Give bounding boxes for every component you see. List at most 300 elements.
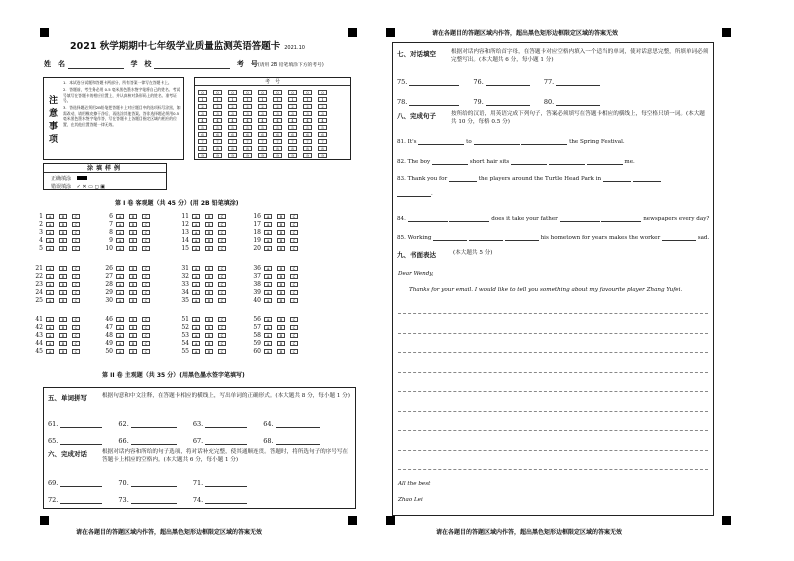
answer-blank[interactable]	[432, 160, 468, 165]
answer-bubble-b[interactable]: B	[129, 349, 137, 354]
exam-id-digit-bubble[interactable]: 2	[273, 104, 282, 109]
essay-line[interactable]	[398, 391, 708, 392]
answer-bubble-a[interactable]: A	[46, 333, 54, 338]
answer-blank[interactable]	[449, 217, 489, 222]
answer-bubble-a[interactable]: A	[116, 222, 124, 227]
answer-bubble-b[interactable]: B	[129, 325, 137, 330]
answer-bubble-c[interactable]: C	[142, 238, 150, 243]
essay-line[interactable]	[398, 430, 708, 431]
answer-bubble-a[interactable]: A	[192, 214, 200, 219]
answer-bubble-b[interactable]: B	[59, 222, 67, 227]
answer-bubble-b[interactable]: B	[205, 298, 213, 303]
answer-blank[interactable]	[60, 422, 102, 428]
exam-id-digit-bubble[interactable]: 1	[303, 97, 312, 102]
answer-blank[interactable]	[131, 498, 177, 504]
exam-id-digit-bubble[interactable]: 4	[213, 118, 222, 123]
answer-bubble-b[interactable]: B	[59, 246, 67, 251]
answer-bubble-b[interactable]: B	[129, 246, 137, 251]
answer-bubble-a[interactable]: A	[264, 349, 272, 354]
answer-bubble-b[interactable]: B	[277, 222, 285, 227]
answer-bubble-b[interactable]: B	[59, 298, 67, 303]
answer-bubble-c[interactable]: C	[72, 282, 80, 287]
answer-bubble-a[interactable]: A	[46, 214, 54, 219]
answer-bubble-a[interactable]: A	[116, 274, 124, 279]
answer-bubble-c[interactable]: C	[142, 230, 150, 235]
exam-id-digit-bubble[interactable]: 2	[213, 104, 222, 109]
answer-bubble-c[interactable]: C	[290, 333, 298, 338]
exam-id-digit-bubble[interactable]: 7	[273, 139, 282, 144]
exam-id-digit-bubble[interactable]: 4	[243, 118, 252, 123]
answer-bubble-c[interactable]: C	[142, 274, 150, 279]
exam-id-digit-bubble[interactable]: 5	[213, 125, 222, 130]
essay-line[interactable]	[398, 313, 708, 314]
answer-bubble-a[interactable]: A	[192, 282, 200, 287]
answer-bubble-a[interactable]: A	[116, 317, 124, 322]
answer-bubble-b[interactable]: B	[129, 222, 137, 227]
exam-id-digit-bubble[interactable]: 8	[258, 146, 267, 151]
answer-bubble-c[interactable]: C	[142, 298, 150, 303]
answer-bubble-c[interactable]: C	[142, 290, 150, 295]
answer-bubble-b[interactable]: B	[205, 230, 213, 235]
answer-bubble-b[interactable]: B	[277, 290, 285, 295]
answer-bubble-c[interactable]: C	[290, 298, 298, 303]
exam-id-digit-bubble[interactable]: 3	[273, 111, 282, 116]
exam-id-digit-bubble[interactable]: 7	[228, 139, 237, 144]
answer-bubble-a[interactable]: A	[264, 274, 272, 279]
answer-bubble-a[interactable]: A	[264, 214, 272, 219]
answer-bubble-b[interactable]: B	[129, 341, 137, 346]
answer-bubble-a[interactable]: A	[116, 214, 124, 219]
answer-bubble-b[interactable]: B	[129, 230, 137, 235]
exam-id-digit-bubble[interactable]: 2	[243, 104, 252, 109]
answer-bubble-c[interactable]: C	[218, 238, 226, 243]
answer-bubble-c[interactable]: C	[218, 266, 226, 271]
answer-bubble-b[interactable]: B	[59, 333, 67, 338]
answer-bubble-a[interactable]: A	[46, 222, 54, 227]
answer-bubble-a[interactable]: A	[116, 341, 124, 346]
answer-bubble-c[interactable]: C	[218, 349, 226, 354]
exam-id-digit-bubble[interactable]: 7	[198, 139, 207, 144]
answer-bubble-a[interactable]: A	[192, 238, 200, 243]
answer-bubble-a[interactable]: A	[264, 238, 272, 243]
answer-bubble-c[interactable]: C	[290, 238, 298, 243]
answer-bubble-b[interactable]: B	[129, 282, 137, 287]
answer-bubble-b[interactable]: B	[277, 246, 285, 251]
exam-id-digit-bubble[interactable]: 0	[258, 90, 267, 95]
answer-bubble-a[interactable]: A	[46, 282, 54, 287]
answer-blank[interactable]	[505, 236, 539, 241]
exam-id-digit-bubble[interactable]: 8	[273, 146, 282, 151]
answer-bubble-c[interactable]: C	[72, 290, 80, 295]
exam-id-digit-bubble[interactable]: 0	[228, 90, 237, 95]
answer-bubble-b[interactable]: B	[205, 214, 213, 219]
answer-bubble-a[interactable]: A	[192, 222, 200, 227]
exam-id-digit-bubble[interactable]: 3	[228, 111, 237, 116]
answer-bubble-c[interactable]: C	[72, 341, 80, 346]
answer-bubble-b[interactable]: B	[59, 230, 67, 235]
answer-bubble-a[interactable]: A	[264, 333, 272, 338]
answer-bubble-b[interactable]: B	[59, 290, 67, 295]
answer-blank[interactable]	[603, 177, 631, 182]
answer-bubble-b[interactable]: B	[59, 341, 67, 346]
answer-bubble-b[interactable]: B	[277, 298, 285, 303]
essay-line[interactable]	[398, 372, 708, 373]
answer-blank[interactable]	[409, 80, 459, 86]
exam-id-digit-bubble[interactable]: 9	[243, 153, 252, 158]
answer-bubble-b[interactable]: B	[277, 238, 285, 243]
answer-bubble-a[interactable]: A	[116, 333, 124, 338]
exam-id-digit-bubble[interactable]: 5	[318, 125, 327, 130]
answer-bubble-a[interactable]: A	[116, 325, 124, 330]
answer-bubble-a[interactable]: A	[192, 246, 200, 251]
answer-bubble-a[interactable]: A	[192, 230, 200, 235]
answer-blank[interactable]	[408, 217, 448, 222]
exam-id-digit-bubble[interactable]: 6	[243, 132, 252, 137]
exam-id-digit-bubble[interactable]: 0	[288, 90, 297, 95]
answer-bubble-c[interactable]: C	[218, 282, 226, 287]
answer-bubble-b[interactable]: B	[205, 238, 213, 243]
exam-id-digit-bubble[interactable]: 2	[303, 104, 312, 109]
exam-id-digit-bubble[interactable]: 1	[318, 97, 327, 102]
answer-bubble-c[interactable]: C	[218, 298, 226, 303]
answer-bubble-a[interactable]: A	[116, 238, 124, 243]
exam-id-digit-bubble[interactable]: 5	[288, 125, 297, 130]
answer-bubble-a[interactable]: A	[116, 298, 124, 303]
answer-bubble-a[interactable]: A	[192, 341, 200, 346]
answer-bubble-b[interactable]: B	[277, 317, 285, 322]
name-field[interactable]	[68, 62, 124, 69]
answer-bubble-c[interactable]: C	[72, 266, 80, 271]
answer-bubble-b[interactable]: B	[205, 290, 213, 295]
answer-bubble-a[interactable]: A	[46, 238, 54, 243]
answer-bubble-a[interactable]: A	[264, 222, 272, 227]
answer-blank[interactable]	[556, 100, 600, 106]
answer-bubble-b[interactable]: B	[59, 325, 67, 330]
answer-bubble-a[interactable]: A	[264, 230, 272, 235]
exam-id-digit-bubble[interactable]: 0	[198, 90, 207, 95]
exam-id-digit-bubble[interactable]: 4	[303, 118, 312, 123]
exam-id-digit-bubble[interactable]: 2	[228, 104, 237, 109]
answer-bubble-c[interactable]: C	[142, 246, 150, 251]
answer-bubble-a[interactable]: A	[264, 246, 272, 251]
answer-bubble-b[interactable]: B	[277, 282, 285, 287]
exam-id-digit-bubble[interactable]: 0	[318, 90, 327, 95]
answer-bubble-b[interactable]: B	[59, 349, 67, 354]
exam-id-digit-bubble[interactable]: 4	[228, 118, 237, 123]
answer-blank[interactable]	[276, 422, 320, 428]
essay-line[interactable]	[398, 469, 708, 470]
answer-bubble-c[interactable]: C	[218, 222, 226, 227]
answer-bubble-a[interactable]: A	[116, 230, 124, 235]
answer-bubble-b[interactable]: B	[205, 246, 213, 251]
exam-id-digit-bubble[interactable]: 5	[228, 125, 237, 130]
answer-blank[interactable]	[474, 140, 520, 145]
answer-bubble-b[interactable]: B	[59, 266, 67, 271]
answer-bubble-b[interactable]: B	[205, 222, 213, 227]
exam-id-digit-bubble[interactable]: 1	[258, 97, 267, 102]
answer-bubble-a[interactable]: A	[264, 266, 272, 271]
answer-blank[interactable]	[131, 481, 177, 487]
answer-bubble-a[interactable]: A	[192, 317, 200, 322]
exam-id-digit-bubble[interactable]: 8	[213, 146, 222, 151]
exam-id-digit-bubble[interactable]: 5	[198, 125, 207, 130]
answer-bubble-b[interactable]: B	[277, 266, 285, 271]
answer-bubble-a[interactable]: A	[46, 266, 54, 271]
exam-id-digit-bubble[interactable]: 9	[198, 153, 207, 158]
answer-blank[interactable]	[511, 160, 547, 165]
answer-bubble-b[interactable]: B	[277, 341, 285, 346]
answer-blank[interactable]	[521, 140, 567, 145]
exam-id-digit-bubble[interactable]: 8	[288, 146, 297, 151]
answer-blank[interactable]	[549, 160, 585, 165]
answer-bubble-a[interactable]: A	[46, 246, 54, 251]
answer-blank[interactable]	[409, 100, 459, 106]
answer-bubble-a[interactable]: A	[46, 317, 54, 322]
exam-id-digit-bubble[interactable]: 8	[303, 146, 312, 151]
exam-id-digit-bubble[interactable]: 0	[273, 90, 282, 95]
answer-bubble-c[interactable]: C	[290, 290, 298, 295]
answer-bubble-a[interactable]: A	[192, 349, 200, 354]
answer-bubble-b[interactable]: B	[277, 325, 285, 330]
exam-id-digit-bubble[interactable]: 7	[243, 139, 252, 144]
answer-bubble-c[interactable]: C	[142, 317, 150, 322]
answer-bubble-c[interactable]: C	[142, 349, 150, 354]
answer-blank[interactable]	[276, 439, 320, 445]
exam-id-digit-bubble[interactable]: 2	[258, 104, 267, 109]
exam-id-digit-bubble[interactable]: 6	[288, 132, 297, 137]
answer-bubble-c[interactable]: C	[218, 214, 226, 219]
answer-bubble-b[interactable]: B	[205, 349, 213, 354]
exam-id-digit-bubble[interactable]: 5	[258, 125, 267, 130]
exam-id-digit-bubble[interactable]: 7	[288, 139, 297, 144]
answer-bubble-a[interactable]: A	[264, 290, 272, 295]
answer-bubble-b[interactable]: B	[277, 274, 285, 279]
exam-id-digit-bubble[interactable]: 1	[198, 97, 207, 102]
answer-bubble-c[interactable]: C	[72, 230, 80, 235]
answer-bubble-c[interactable]: C	[142, 266, 150, 271]
exam-id-digit-bubble[interactable]: 6	[273, 132, 282, 137]
exam-id-digit-bubble[interactable]: 1	[243, 97, 252, 102]
exam-id-digit-bubble[interactable]: 7	[318, 139, 327, 144]
answer-bubble-b[interactable]: B	[129, 214, 137, 219]
answer-bubble-a[interactable]: A	[46, 298, 54, 303]
answer-blank[interactable]	[662, 236, 696, 241]
answer-bubble-b[interactable]: B	[59, 214, 67, 219]
answer-bubble-c[interactable]: C	[218, 317, 226, 322]
answer-bubble-c[interactable]: C	[72, 325, 80, 330]
exam-id-digit-bubble[interactable]: 9	[213, 153, 222, 158]
answer-blank[interactable]	[601, 217, 641, 222]
answer-bubble-b[interactable]: B	[129, 274, 137, 279]
answer-bubble-b[interactable]: B	[59, 274, 67, 279]
answer-blank[interactable]	[556, 80, 600, 86]
answer-bubble-b[interactable]: B	[205, 266, 213, 271]
exam-id-digit-bubble[interactable]: 6	[198, 132, 207, 137]
school-field[interactable]	[154, 62, 230, 69]
exam-id-digit-bubble[interactable]: 1	[213, 97, 222, 102]
exam-id-digit-bubble[interactable]: 3	[213, 111, 222, 116]
answer-bubble-b[interactable]: B	[129, 317, 137, 322]
answer-bubble-a[interactable]: A	[192, 333, 200, 338]
answer-bubble-b[interactable]: B	[59, 238, 67, 243]
answer-bubble-c[interactable]: C	[142, 325, 150, 330]
answer-bubble-c[interactable]: C	[72, 298, 80, 303]
answer-bubble-a[interactable]: A	[46, 230, 54, 235]
answer-blank[interactable]	[633, 177, 661, 182]
answer-bubble-b[interactable]: B	[205, 325, 213, 330]
exam-id-digit-bubble[interactable]: 7	[303, 139, 312, 144]
answer-bubble-b[interactable]: B	[59, 282, 67, 287]
answer-bubble-b[interactable]: B	[205, 341, 213, 346]
exam-id-digit-bubble[interactable]: 8	[243, 146, 252, 151]
essay-line[interactable]	[398, 352, 708, 353]
answer-bubble-a[interactable]: A	[192, 290, 200, 295]
answer-blank[interactable]	[486, 100, 530, 106]
answer-bubble-c[interactable]: C	[218, 290, 226, 295]
answer-blank[interactable]	[418, 140, 464, 145]
answer-bubble-c[interactable]: C	[142, 214, 150, 219]
exam-id-digit-bubble[interactable]: 0	[303, 90, 312, 95]
answer-bubble-c[interactable]: C	[290, 222, 298, 227]
exam-id-digit-bubble[interactable]: 3	[288, 111, 297, 116]
exam-id-digit-bubble[interactable]: 5	[273, 125, 282, 130]
answer-bubble-a[interactable]: A	[46, 290, 54, 295]
answer-bubble-a[interactable]: A	[264, 282, 272, 287]
answer-bubble-c[interactable]: C	[142, 222, 150, 227]
exam-id-digit-bubble[interactable]: 2	[318, 104, 327, 109]
answer-bubble-c[interactable]: C	[290, 246, 298, 251]
exam-id-digit-bubble[interactable]: 4	[288, 118, 297, 123]
essay-line[interactable]	[398, 333, 708, 334]
answer-bubble-c[interactable]: C	[72, 238, 80, 243]
answer-blank[interactable]	[469, 236, 503, 241]
answer-bubble-c[interactable]: C	[142, 282, 150, 287]
answer-bubble-a[interactable]: A	[264, 298, 272, 303]
exam-id-digit-bubble[interactable]: 1	[228, 97, 237, 102]
answer-bubble-c[interactable]: C	[290, 274, 298, 279]
answer-bubble-c[interactable]: C	[290, 349, 298, 354]
answer-bubble-a[interactable]: A	[116, 266, 124, 271]
answer-bubble-a[interactable]: A	[264, 325, 272, 330]
answer-blank[interactable]	[205, 439, 247, 445]
answer-bubble-c[interactable]: C	[290, 214, 298, 219]
answer-blank[interactable]	[205, 422, 247, 428]
answer-bubble-b[interactable]: B	[277, 349, 285, 354]
exam-id-digit-bubble[interactable]: 6	[303, 132, 312, 137]
answer-bubble-c[interactable]: C	[72, 274, 80, 279]
answer-blank[interactable]	[486, 80, 530, 86]
answer-blank[interactable]	[560, 217, 600, 222]
answer-bubble-c[interactable]: C	[218, 274, 226, 279]
answer-bubble-c[interactable]: C	[142, 341, 150, 346]
exam-id-digit-bubble[interactable]: 7	[258, 139, 267, 144]
answer-bubble-a[interactable]: A	[116, 246, 124, 251]
exam-id-digit-bubble[interactable]: 3	[318, 111, 327, 116]
answer-bubble-c[interactable]: C	[218, 341, 226, 346]
answer-bubble-c[interactable]: C	[218, 325, 226, 330]
answer-bubble-a[interactable]: A	[192, 266, 200, 271]
exam-id-digit-bubble[interactable]: 1	[288, 97, 297, 102]
exam-id-digit-bubble[interactable]: 9	[288, 153, 297, 158]
answer-blank[interactable]	[433, 236, 467, 241]
answer-bubble-c[interactable]: C	[290, 266, 298, 271]
answer-bubble-c[interactable]: C	[218, 246, 226, 251]
answer-bubble-c[interactable]: C	[218, 333, 226, 338]
exam-id-digit-bubble[interactable]: 4	[273, 118, 282, 123]
answer-bubble-b[interactable]: B	[129, 333, 137, 338]
answer-blank[interactable]	[131, 422, 177, 428]
answer-bubble-a[interactable]: A	[264, 317, 272, 322]
exam-id-digit-bubble[interactable]: 5	[243, 125, 252, 130]
answer-blank[interactable]	[131, 439, 177, 445]
answer-bubble-a[interactable]: A	[264, 341, 272, 346]
answer-bubble-b[interactable]: B	[129, 266, 137, 271]
exam-id-digit-bubble[interactable]: 5	[303, 125, 312, 130]
answer-blank[interactable]	[587, 160, 623, 165]
exam-id-digit-bubble[interactable]: 8	[198, 146, 207, 151]
answer-blank[interactable]	[449, 177, 477, 182]
answer-bubble-c[interactable]: C	[218, 230, 226, 235]
answer-bubble-c[interactable]: C	[290, 317, 298, 322]
answer-blank[interactable]	[60, 481, 102, 487]
answer-bubble-a[interactable]: A	[46, 274, 54, 279]
exam-id-digit-bubble[interactable]: 9	[303, 153, 312, 158]
exam-id-digit-bubble[interactable]: 3	[303, 111, 312, 116]
answer-bubble-a[interactable]: A	[116, 349, 124, 354]
answer-bubble-b[interactable]: B	[277, 333, 285, 338]
answer-bubble-a[interactable]: A	[46, 325, 54, 330]
exam-id-digit-bubble[interactable]: 6	[213, 132, 222, 137]
answer-bubble-c[interactable]: C	[72, 246, 80, 251]
answer-bubble-b[interactable]: B	[129, 238, 137, 243]
answer-bubble-c[interactable]: C	[142, 333, 150, 338]
answer-blank[interactable]	[397, 192, 431, 197]
exam-id-digit-bubble[interactable]: 6	[258, 132, 267, 137]
answer-blank[interactable]	[60, 439, 102, 445]
exam-id-digit-bubble[interactable]: 4	[258, 118, 267, 123]
answer-bubble-c[interactable]: C	[290, 282, 298, 287]
exam-id-digit-bubble[interactable]: 4	[318, 118, 327, 123]
answer-bubble-c[interactable]: C	[290, 341, 298, 346]
answer-bubble-b[interactable]: B	[205, 333, 213, 338]
answer-bubble-c[interactable]: C	[72, 317, 80, 322]
exam-id-digit-bubble[interactable]: 9	[273, 153, 282, 158]
exam-id-digit-bubble[interactable]: 9	[228, 153, 237, 158]
answer-blank[interactable]	[205, 481, 247, 487]
answer-bubble-b[interactable]: B	[205, 282, 213, 287]
answer-bubble-a[interactable]: A	[46, 349, 54, 354]
answer-blank[interactable]	[205, 498, 247, 504]
answer-bubble-c[interactable]: C	[72, 349, 80, 354]
exam-id-digit-bubble[interactable]: 3	[198, 111, 207, 116]
exam-id-digit-bubble[interactable]: 7	[213, 139, 222, 144]
answer-bubble-a[interactable]: A	[116, 290, 124, 295]
answer-bubble-a[interactable]: A	[192, 274, 200, 279]
exam-id-digit-bubble[interactable]: 3	[243, 111, 252, 116]
exam-id-digit-bubble[interactable]: 6	[318, 132, 327, 137]
exam-id-digit-bubble[interactable]: 2	[288, 104, 297, 109]
answer-bubble-c[interactable]: C	[72, 333, 80, 338]
exam-id-digit-bubble[interactable]: 2	[198, 104, 207, 109]
answer-bubble-b[interactable]: B	[205, 274, 213, 279]
answer-bubble-b[interactable]: B	[277, 214, 285, 219]
answer-bubble-b[interactable]: B	[129, 298, 137, 303]
answer-bubble-b[interactable]: B	[205, 317, 213, 322]
answer-bubble-c[interactable]: C	[72, 222, 80, 227]
exam-id-digit-bubble[interactable]: 0	[213, 90, 222, 95]
exam-id-digit-bubble[interactable]: 8	[228, 146, 237, 151]
exam-id-digit-bubble[interactable]: 8	[318, 146, 327, 151]
